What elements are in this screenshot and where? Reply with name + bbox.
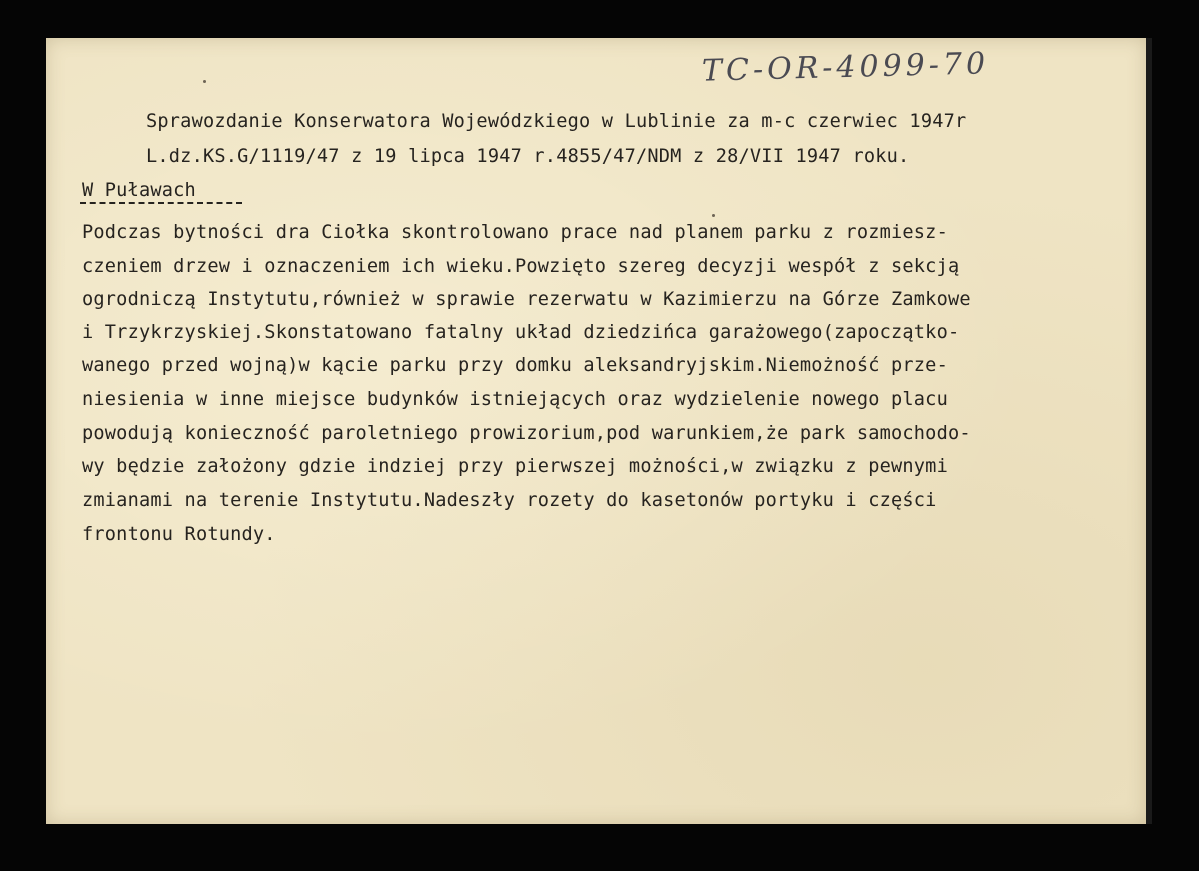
- paper-speck: [712, 214, 715, 217]
- section-title: W Puławach: [82, 180, 196, 201]
- body-text-line: frontonu Rotundy.: [82, 524, 276, 545]
- section-title-underline: [80, 202, 242, 204]
- body-text-line: Podczas bytności dra Ciołka skontrolowano prace nad planem parku z rozmiesz-: [82, 222, 948, 243]
- body-text-line: czeniem drzew i oznaczeniem ich wieku.Powzięto szereg decyzji wespół z sekcją: [82, 256, 960, 277]
- reference-number-line: L.dz.KS.G/1119/47 z 19 lipca 1947 r.4855/47/NDM z 28/VII 1947 roku.: [146, 146, 910, 167]
- body-text-line: niesienia w inne miejsce budynków istniejących oraz wydzielenie nowego placu: [82, 389, 948, 410]
- body-text-line: ogrodniczą Instytutu,również w sprawie rezerwatu w Kazimierzu na Górze Zamkowe: [82, 289, 971, 310]
- report-title-line: Sprawozdanie Konserwatora Wojewódzkiego w Lublinie za m-c czerwiec 1947r: [146, 111, 967, 132]
- body-text-line: i Trzykrzyskiej.Skonstatowano fatalny układ dziedzińca garażowego(zapoczątko-: [82, 322, 960, 343]
- paper-speck: [203, 80, 206, 83]
- body-text-line: powodują konieczność paroletniego prowizorium,pod warunkiem,że park samochodo-: [82, 423, 971, 444]
- card-edge-shadow: [1146, 38, 1152, 824]
- handwritten-inventory-number: TC-OR-4099-70: [701, 46, 990, 89]
- body-text-line: wanego przed wojną)w kącie parku przy domku aleksandryjskim.Niemożność prze-: [82, 355, 948, 376]
- body-text-line: zmianami na terenie Instytutu.Nadeszły rozety do kasetonów portyku i części: [82, 490, 937, 511]
- body-text-line: wy będzie założony gdzie indziej przy pierwszej możności,w związku z pewnymi: [82, 456, 948, 477]
